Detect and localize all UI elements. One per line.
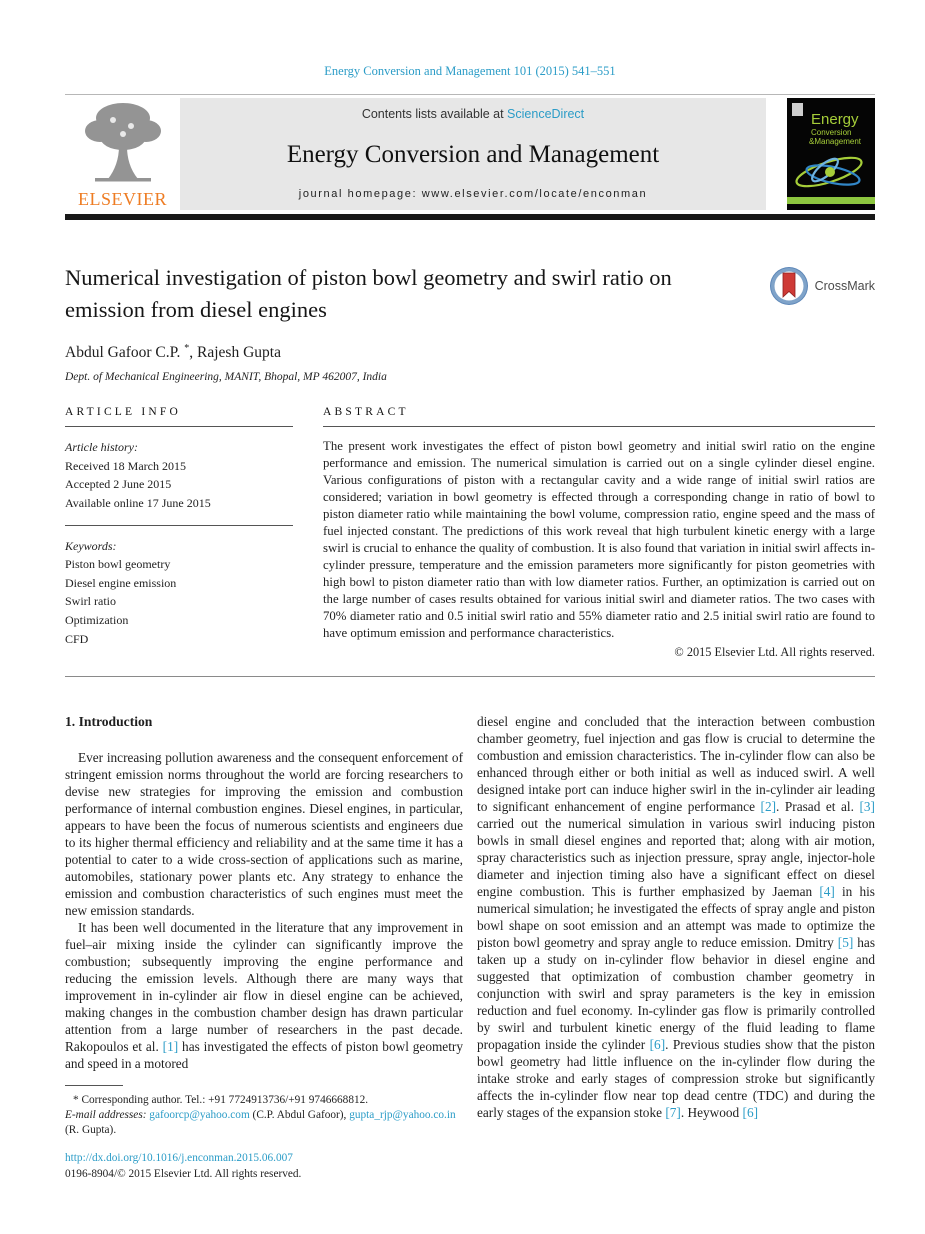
header-divider — [65, 94, 875, 95]
text-run: has taken up a study on in-cylinder flow behavior in diesel engine and suggested that optimization of combustion chamber geometry in conjunction with swirl and spray parameters is the key in emission reduction and fuel economy. In-cylinder gas flow is primarily controlled by swirl and turbulent kinetic energy of the fluid leading to flame propagation inside the cylinder — [477, 935, 875, 1053]
body-columns — [65, 713, 875, 1182]
right-column — [477, 713, 875, 1182]
email-link[interactable]: gupta_rjp@yahoo.co.in — [349, 1109, 456, 1122]
abstract-heading: ABSTRACT — [323, 406, 409, 419]
article-title: Numerical investigation of piston bowl geometry and swirl ratio on emission from diesel engines — [65, 265, 672, 322]
journal-ref-link[interactable]: Energy Conversion and Management 101 (2015) 541–551 — [324, 64, 616, 78]
text-run: . Heywood — [680, 1105, 743, 1121]
cover-title-line3: &Management — [809, 137, 862, 146]
heading-rule — [323, 426, 875, 427]
keyword-item: Optimization — [65, 612, 129, 627]
email-link[interactable]: gafoorcp@yahoo.com — [149, 1109, 250, 1122]
elsevier-logo-text: ELSEVIER — [78, 189, 167, 209]
footnote-emails — [65, 1108, 463, 1138]
text-run: has investigated the effects of piston bowl geometry and speed in a motored — [65, 1039, 463, 1072]
title-block — [65, 262, 875, 325]
text-run: carried out the numerical simulation in various swirl inducing piston bowls in small diesel engines and reported that; along with air motion, spray characteristics such as injection pressure, spray angle, injector-hole diameter and injection timing also have a significant effect on diesel engine combustion. This is further emphasized by Jaeman — [477, 816, 875, 900]
intro-paragraph-2 — [65, 919, 463, 1072]
left-column — [65, 713, 463, 1182]
citation-link[interactable]: [5] — [837, 935, 854, 951]
keyword-item: CFD — [65, 631, 89, 646]
abstract-text: The present work investigates the effect of piston bowl geometry and initial swirl ratio on the engine performance and emission. The numerical simulation is carried out on a single cylinder diesel engine. Various configurations of piston with a rectangular cavity and a wide range of initial swirl ratios are considered; variation in bowl geometry is effected through a corresponding change in ratio of bowl to piston diameter ratio while maintaining the bowl volume, compression ratio, engine speed and the mass of fuel injected constant. The predictions of this work reveal that high turbulent kinetic energy with a large swirl is crucial to enhance the quality of combustion. It is also found that variation in initial swirl affects in-cylinder pressure, temperature and the emission parameters more significantly for piston geometries with high bowl to piston diameter ratio than with low diameter ratios. Further, an optimization is carried out on the large number of cases results obtained for various initial swirl and diameter ratios. The two cases with 70% diameter ratio and 0.5 initial swirl ratio and 55% diameter ratio and 2.5 initial swirl ratio are found to have optimum emission and performance characteristics. — [323, 439, 875, 641]
intro-paragraph-right — [477, 713, 875, 1121]
cover-title-line1: Energy — [811, 111, 859, 128]
contents-prefix: Contents lists available at — [361, 107, 508, 121]
journal-reference — [65, 0, 875, 79]
footnote-rule — [65, 1085, 123, 1086]
article-info-column — [65, 406, 293, 660]
crossmark-icon — [769, 266, 809, 306]
keywords-list — [65, 537, 293, 649]
article-history — [65, 438, 293, 512]
intro-paragraph-1: Ever increasing pollution awareness and the consequent enforcement of stringent emission norms throughout the world are forcing researchers to devise new strategies for improving the emission and combustion performance of internal combustion engines. Diesel engines, in particular, appears to have been the focus of numerous scientists and engineers due to its higher thermal efficiency and reliability and at the same time it has a potential to cater to a wide cross-section of applications such as marine, automobiles, stationary power plants etc. Any strategy to enhance the emission and combustion characteristics of such engines must meet the new emission standards. — [65, 750, 463, 919]
citation-link[interactable]: [7] — [665, 1105, 681, 1121]
crossmark-label: CrossMark — [814, 279, 875, 293]
keywords-label: Keywords: — [65, 538, 117, 553]
elsevier-logo[interactable] — [65, 98, 180, 210]
heading-rule — [65, 426, 293, 427]
citation-link[interactable]: [4] — [819, 884, 835, 900]
citation-link[interactable]: [2] — [760, 799, 777, 815]
citation-link[interactable]: [1] — [162, 1039, 179, 1055]
keyword-item: Swirl ratio — [65, 594, 116, 609]
article-history-label: Article history: — [65, 440, 138, 455]
footnote-block — [65, 1085, 463, 1182]
issn-line: 0196-8904/© 2015 Elsevier Ltd. All rights reserved. — [65, 1168, 302, 1181]
cover-bottom-bar — [787, 197, 875, 204]
elsevier-tree-icon — [77, 98, 169, 188]
abstract-column — [323, 406, 875, 660]
keyword-item: Piston bowl geometry — [65, 557, 171, 572]
intro-heading: 1. Introduction — [65, 714, 153, 730]
keyword-item: Diesel engine emission — [65, 575, 177, 590]
journal-cover-thumbnail[interactable] — [787, 98, 875, 210]
doi-link[interactable]: http://dx.doi.org/10.1016/j.enconman.2015.06.007 — [65, 1152, 293, 1165]
article-info-heading: ARTICLE INFO — [65, 406, 181, 419]
history-item: Available online 17 June 2015 — [65, 495, 211, 510]
sciencedirect-link[interactable]: ScienceDirect — [507, 107, 585, 121]
cover-mini-logo — [792, 103, 803, 116]
text-run: in his numerical simulation; he investigated the effects of spray angle and piston bowl shape on soot emission and an attempt was made to optimize the piston bowl geometry and spray angle to reduce emission. Dmitry — [477, 884, 875, 951]
journal-name: Energy Conversion and Management — [286, 140, 660, 168]
banner-center — [180, 98, 766, 210]
abstract-copyright: © 2015 Elsevier Ltd. All rights reserved. — [674, 645, 875, 660]
text-run: . Prasad et al. — [776, 799, 860, 815]
journal-homepage-link[interactable]: journal homepage: www.elsevier.com/locate/enconman — [298, 188, 648, 200]
author-name-1: Abdul Gafoor C.P. — [65, 344, 185, 362]
text-run: . Previous studies show that the piston bowl geometry had little influence on the in-cylinder flow during the intake stroke and early stages of compression stroke but significantly affects the in-cylinder flow near top dead centre (TDC) and during the early stages of the expansion stoke — [477, 1037, 875, 1121]
history-item: Accepted 2 June 2015 — [65, 477, 172, 492]
history-item: Received 18 March 2015 — [65, 458, 186, 473]
contents-line — [190, 107, 756, 121]
cover-title-line2: Conversion — [811, 128, 852, 137]
corresponding-author-marker[interactable]: * — [184, 343, 190, 354]
info-divider — [65, 525, 293, 526]
citation-link[interactable]: [6] — [742, 1105, 759, 1121]
authors-line — [65, 343, 875, 362]
citation-link[interactable]: [6] — [649, 1037, 666, 1053]
banner-bottom-bar — [65, 214, 875, 220]
text-run: (C.P. Abdul Gafoor), — [249, 1109, 350, 1122]
text-run: diesel engine and concluded that the interaction between combustion chamber geometry, fuel injection and gas flow is crucial to determine the combustion and emission characteristics. The in-cylinder flow can also be enhanced through either or both initial as well as induced swirl. A well designed intake port can induce higher swirl in the in-cylinder air leading to significant enhancement of engine performance — [477, 714, 875, 815]
italic-text: E-mail addresses: — [65, 1109, 150, 1122]
author-name-2: , Rajesh Gupta — [189, 344, 281, 362]
text-run: It has been well documented in the literature that any improvement in fuel–air mixing inside the cylinder can significantly improve the combustion; subsequently improving the engine performance and reducing the emission levels. Although there are many ways that improvement in in-cylinder air flow in diesel engine can be achieved, making changes in the combustion chamber design has drawn particular attention from a large number of researchers in the past decade. Rakopoulos et al. — [65, 920, 463, 1055]
affiliation: Dept. of Mechanical Engineering, MANIT, Bhopal, MP 462007, India — [65, 371, 387, 384]
footnote-corresponding: * Corresponding author. Tel.: +91 7724913736/+91 9746668812. — [73, 1094, 369, 1107]
text-run: (R. Gupta). — [65, 1124, 117, 1137]
journal-banner — [65, 98, 875, 210]
info-abstract-section — [65, 406, 875, 677]
citation-link[interactable]: [3] — [859, 799, 875, 815]
crossmark-badge[interactable] — [769, 266, 875, 306]
